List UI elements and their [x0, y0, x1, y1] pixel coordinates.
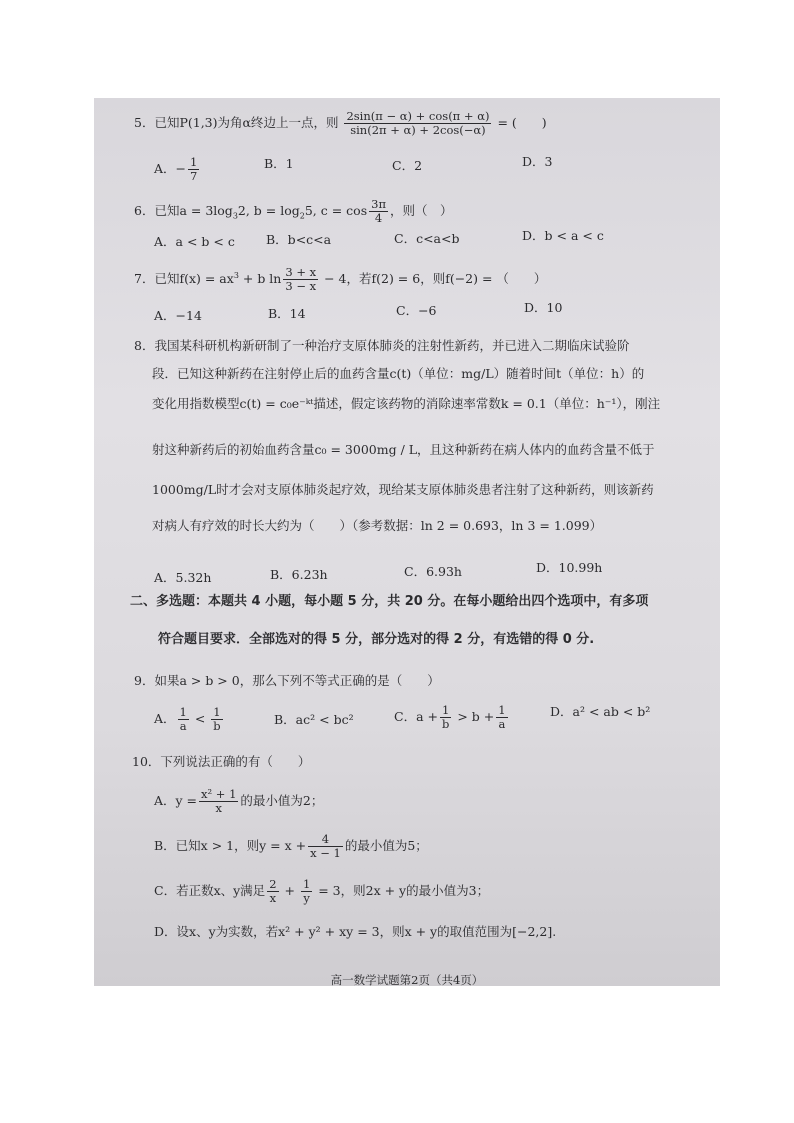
q6-option-d: D．b < a < c — [522, 228, 604, 243]
q8-line-6: 对病人有疗效的时长大约为（ ）（参考数据：ln 2 = 0.693，ln 3 = 1.099） — [152, 518, 603, 533]
question-5: 5．已知P(1,3)为角α终边上一点，则 $\frac{2\sin(\pi - \alpha) + \cos(\pi + \alpha)}{\sin(2\pi + \alpha) + 2\cos(-\alpha)}$ = ( ) — [134, 109, 547, 137]
q7-option-c: C．−6 — [396, 303, 437, 318]
q8-line-5: 1000mg/L时才会对支原体肺炎起疗效，现给某支原体肺炎患者注射了这种新药，则该新药 — [152, 482, 654, 497]
q8-option-c: C．6.93h — [404, 564, 462, 579]
q8-line-3: 变化用指数模型c(t) = c₀e⁻ᵏᵗ描述，假定该药物的消除速率常数k = 0.1（单位：h⁻¹），刚注 — [152, 396, 661, 411]
q9-option-a: A． $\frac{1}{a}$ < $\frac{1}{b}$ — [154, 705, 221, 733]
q6-option-a: A．a < b < c — [154, 234, 235, 249]
q5-fraction: $\frac{2\sin(\pi - \alpha) + \cos(\pi + \alpha)}{\sin(2\pi + \alpha) + 2\cos(-\alpha)}$ — [346, 109, 490, 137]
question-7: 7．已知$f(x) = ax^3 + b$ ln $\frac{3 + x}{3 - x}$ − 4，若f(2) = 6，则f(−2) = （ ） — [134, 265, 547, 293]
q8-option-d: D．10.99h — [536, 560, 603, 575]
q8-line-4: 射这种新药后的初始血药含量c₀ = 3000mg / L，且这种新药在病人体内的血药含量不低于 — [152, 442, 655, 457]
q7-option-a: A．−14 — [154, 308, 202, 323]
q9-option-c: C．a + $\frac{1}{b}$ > b + $\frac{1}{a}$ — [394, 703, 506, 731]
q6-option-c: C．c<a<b — [394, 231, 460, 246]
q9-option-d: D．a² < ab < b² — [550, 704, 651, 719]
q6-option-b: B．b<c<a — [266, 232, 332, 247]
q5-option-a: A．− $\frac{1}{7}$ — [154, 155, 198, 183]
page-footer: 高一数学试题第2页（共4页） — [330, 973, 484, 986]
question-6: 6．已知$a = 3\log_32$, $b = \log_25$, c = cos $\frac{3\pi}{4}$ ，则（ ） — [134, 197, 453, 225]
q5-option-b: B．1 — [264, 156, 294, 171]
q8-line-1: 8．我国某科研机构新研制了一种治疗支原体肺炎的注射性新药，并已进入二期临床试验阶 — [134, 338, 630, 353]
q9-option-b: B．ac² < bc² — [274, 712, 354, 727]
q7-option-b: B．14 — [268, 306, 306, 321]
q10-option-c: C．若正数x、y满足 $\frac{2}{x}$ + $\frac{1}{y}$ = 3，则2x + y的最小值为3； — [154, 877, 490, 905]
section-2-heading-line-1: 二、多选题：本题共 4 小题，每小题 5 分，共 20 分。在每小题给出四个选项中，有多项 — [130, 594, 649, 609]
q8-option-b: B．6.23h — [270, 567, 328, 582]
question-10: 10．下列说法正确的有（ ） — [132, 754, 311, 769]
q10-option-d: D．设x、y为实数，若x² + y² + xy = 3，则x + y的取值范围为[−2,2]. — [154, 924, 557, 939]
q10-option-a: A．y = $\frac{\text{x² + 1}}{x}$ 的最小值为2； — [154, 787, 324, 815]
section-2-heading-line-2: 符合题目要求．全部选对的得 5 分，部分选对的得 2 分，有选错的得 0 分. — [158, 632, 595, 647]
exam-page — [94, 98, 720, 986]
q8-option-a: A．5.32h — [154, 570, 212, 585]
q7-option-d: D．10 — [524, 300, 563, 315]
question-9: 9．如果a > b > 0，那么下列不等式正确的是（ ） — [134, 673, 440, 688]
q10-option-b: B．已知x > 1，则y = x + $\frac{4}{x - 1}$ 的最小值为5； — [154, 832, 428, 860]
q5-option-d: D．3 — [522, 154, 553, 169]
q8-line-2: 段．已知这种新药在注射停止后的血药含量c(t)（单位：mg/L）随着时间t（单位：h）的 — [152, 366, 645, 381]
q5-option-c: C．2 — [392, 158, 423, 173]
